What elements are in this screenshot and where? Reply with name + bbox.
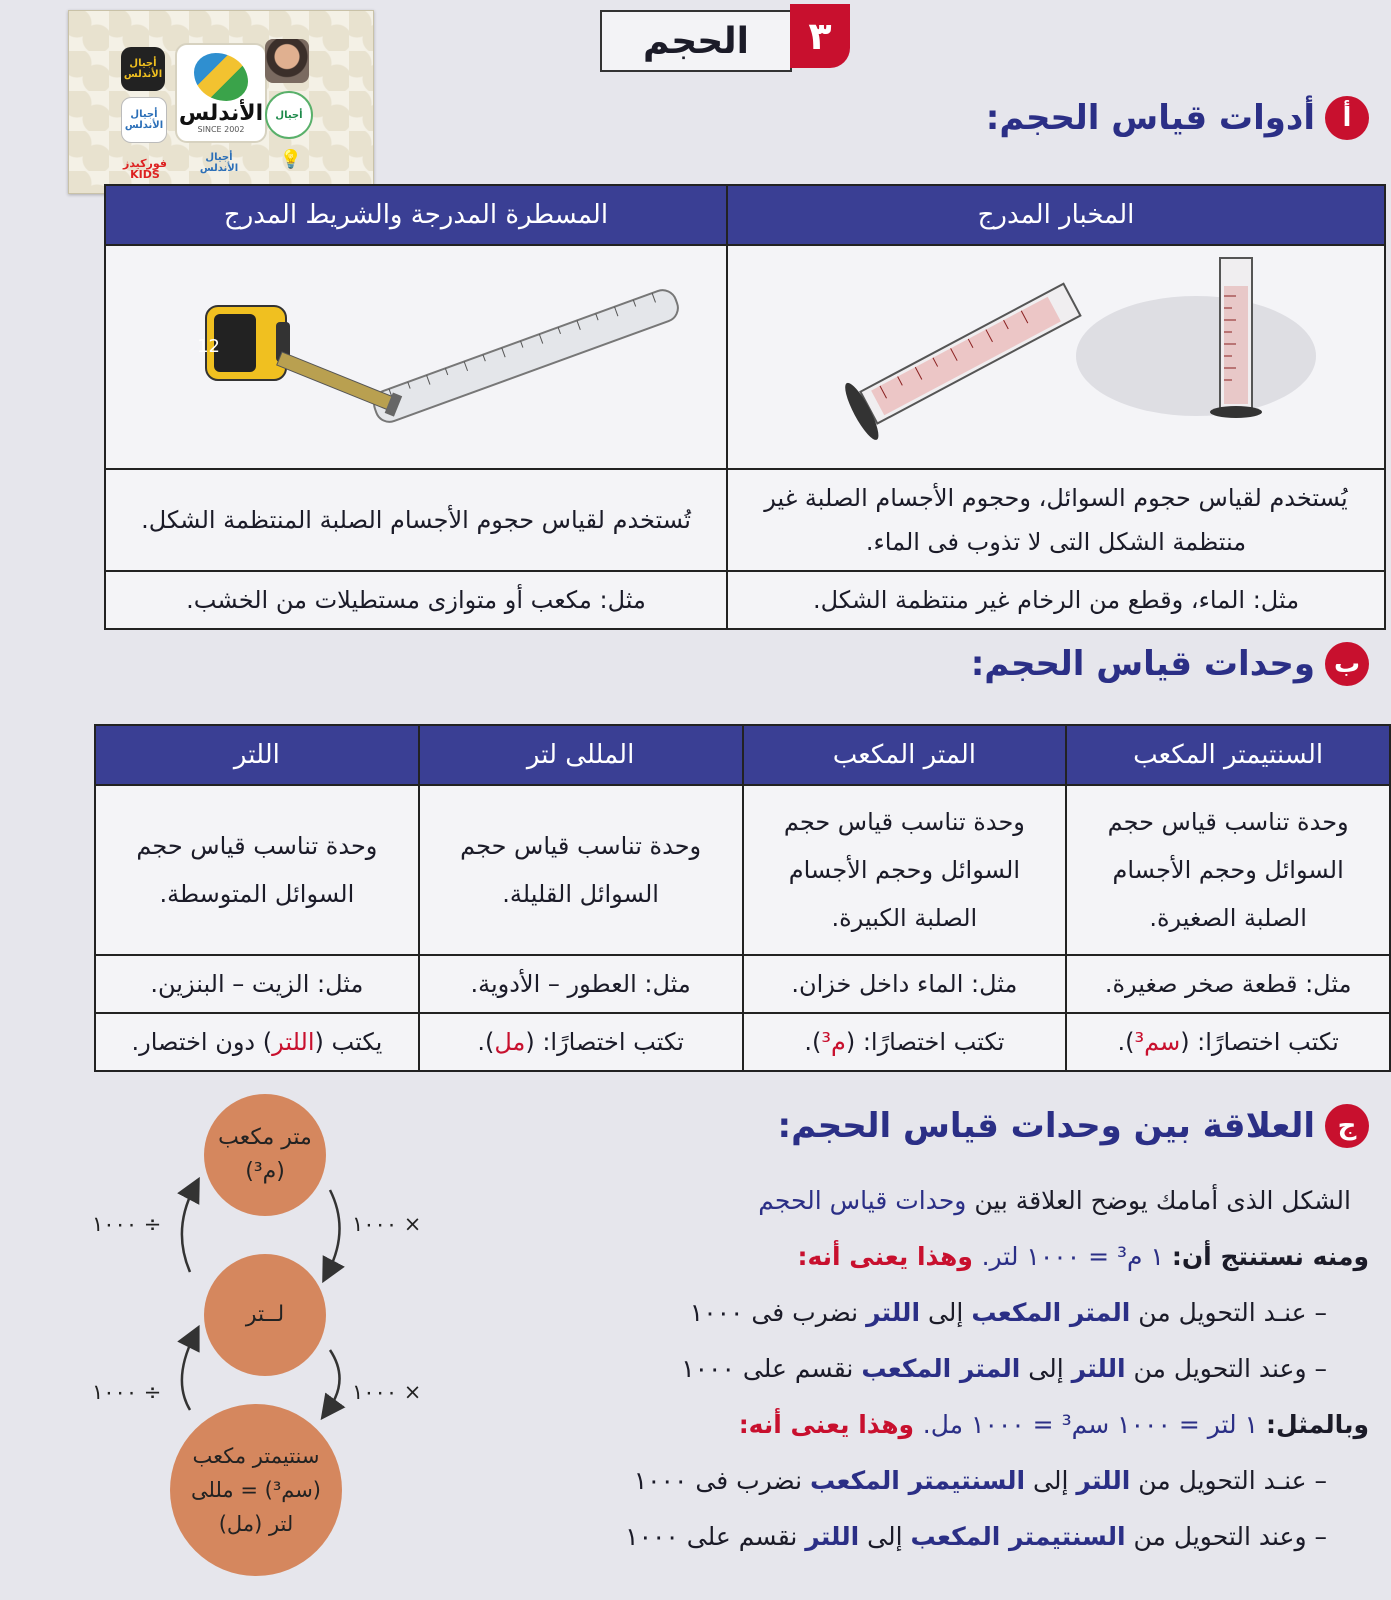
- relation-intro: [758, 1186, 1351, 1215]
- section-a-badge: أ: [1325, 96, 1369, 140]
- logo-center-bot: أجيال الأندلس: [199, 152, 239, 174]
- rule-2-c: إلى: [1020, 1354, 1072, 1383]
- section-b-heading: [971, 642, 1369, 686]
- abbr-after: ).: [477, 1028, 495, 1056]
- cylinder-example: مثل: الماء، وقطع من الرخام غير منتظمة الشكل.: [727, 571, 1385, 629]
- arrow-up-divide-1: [182, 1188, 194, 1272]
- ml-description: وحدة تناسب قياس حجم السوائل القليلة.: [419, 785, 743, 955]
- conclusion-1-meaning: وهذا يعنى أنه:: [797, 1242, 982, 1271]
- cylinder-image-cell: [727, 245, 1385, 469]
- ruler-image-cell: [105, 245, 727, 469]
- conclusion-1-equation: ١ م³ = ١٠٠٠ لتر.: [981, 1242, 1172, 1271]
- conversion-arrows: [150, 1160, 370, 1420]
- section-c-title: العلاقة بين وحدات قياس الحجم:: [777, 1106, 1315, 1146]
- tape-number: 12: [197, 336, 220, 357]
- tools-header-cylinder: المخبار المدرج: [727, 185, 1385, 245]
- rule-3-op: نضرب فى ١٠٠٠: [633, 1466, 811, 1495]
- ruler-tape-illustration: [106, 246, 726, 454]
- ml-example: مثل: العطور – الأدوية.: [419, 955, 743, 1013]
- tools-header-ruler: المسطرة المدرجة والشريط المدرج: [105, 185, 727, 245]
- chapter-number: ٣: [790, 4, 850, 68]
- ruler-example: مثل: مكعب أو متوازى مستطيلات من الخشب.: [105, 571, 727, 629]
- graduated-cylinder-illustration: [736, 246, 1376, 454]
- relation-rule-1: [690, 1298, 1327, 1327]
- cm3-abbreviation: [1066, 1013, 1390, 1071]
- conclusion-1-lead: ومنه نستنتج أن:: [1171, 1242, 1369, 1271]
- relation-rule-3: [634, 1466, 1327, 1495]
- logo-kids: فوركيدز KIDS: [122, 157, 167, 181]
- circle-cubic-centimeter: [170, 1404, 342, 1576]
- publisher-logo-block: [68, 10, 374, 194]
- liter-description: وحدة تناسب قياس حجم السوائل المتوسطة.: [95, 785, 419, 955]
- divide-label-1: ÷ ١٠٠٠: [92, 1212, 162, 1236]
- abbr-value: سم³: [1134, 1028, 1181, 1056]
- abbr-value: مل: [494, 1028, 526, 1056]
- section-a-title: أدوات قياس الحجم:: [985, 98, 1315, 138]
- multiply-label-1: × ١٠٠٠: [352, 1212, 422, 1236]
- ml-abbreviation: [419, 1013, 743, 1071]
- section-c-badge: ج: [1325, 1104, 1369, 1148]
- m3-abbreviation: [743, 1013, 1067, 1071]
- ruler-use: تُستخدم لقياس حجوم الأجسام الصلبة المنتظمة الشكل.: [105, 469, 727, 571]
- relation-conclusion-1: [797, 1242, 1369, 1271]
- intro-plain: الشكل الذى أمامك يوضح العلاقة بين: [966, 1186, 1351, 1215]
- cm3-description: وحدة تناسب قياس حجم السوائل وحجم الأجسام الصلبة الصغيرة.: [1066, 785, 1390, 955]
- circle-cm3-name: سنتيمتر مكعب: [192, 1444, 320, 1468]
- rule-4-to: اللتر: [805, 1522, 860, 1551]
- m3-description: وحدة تناسب قياس حجم السوائل وحجم الأجسام الصلبة الكبيرة.: [743, 785, 1067, 955]
- circle-liter-name: لــتر: [245, 1302, 285, 1327]
- section-b-title: وحدات قياس الحجم:: [970, 644, 1315, 684]
- rule-4-op: نقسم على ١٠٠٠: [625, 1522, 806, 1551]
- arrow-up-divide-2: [182, 1336, 194, 1410]
- logo-left-top: أجيال الأندلس: [121, 47, 165, 91]
- rule-2-op: نقسم على ١٠٠٠: [681, 1354, 862, 1383]
- rule-1-op: نضرب فى ١٠٠٠: [689, 1298, 867, 1327]
- cylinder-use: يُستخدم لقياس حجوم السوائل، وحجوم الأجسام الصلبة غير منتظمة الشكل التى لا تذوب فى الماء.: [727, 469, 1385, 571]
- circle-cm3-ml: لتر (مل): [218, 1512, 294, 1536]
- logo-main-sub: SINCE 2002: [197, 124, 245, 134]
- divide-label-2: ÷ ١٠٠٠: [92, 1380, 162, 1404]
- abbr-before: تكتب اختصارًا: (: [845, 1028, 1005, 1056]
- circle-cubic-meter-abbr: (م³): [245, 1159, 285, 1184]
- author-photo: [265, 39, 309, 83]
- abbr-before: يكتب (: [314, 1028, 383, 1056]
- rule-2-a: – وعند التحويل من: [1125, 1354, 1327, 1383]
- intro-blue: وحدات قياس الحجم: [758, 1186, 967, 1215]
- units-header-ml: المللى لتر: [419, 725, 743, 785]
- abbr-after: ).: [1117, 1028, 1135, 1056]
- conclusion-2-lead: وبالمثل:: [1266, 1410, 1369, 1439]
- abbr-value: م³: [821, 1028, 846, 1056]
- rule-4-from: السنتيمتر المكعب: [910, 1522, 1126, 1551]
- rule-1-to: اللتر: [866, 1298, 921, 1327]
- rule-4-c: إلى: [859, 1522, 911, 1551]
- rule-1-a: – عنـد التحويل من: [1130, 1298, 1327, 1327]
- m3-example: مثل: الماء داخل خزان.: [743, 955, 1067, 1013]
- rule-3-to: السنتيمتر المكعب: [810, 1466, 1026, 1495]
- rule-2-from: اللتر: [1071, 1354, 1126, 1383]
- logo-main-text: الأندلس: [178, 100, 264, 126]
- rule-1-from: المتر المكعب: [971, 1298, 1131, 1327]
- rule-3-from: اللتر: [1076, 1466, 1131, 1495]
- rule-4-a: – وعند التحويل من: [1125, 1522, 1327, 1551]
- circle-cm3-abbr: (سم³) = مللى: [191, 1478, 321, 1502]
- arrow-down-multiply-1: [328, 1190, 340, 1272]
- abbr-before: تكتب اختصارًا: (: [1180, 1028, 1339, 1056]
- relation-rule-2: [681, 1354, 1327, 1383]
- relation-rule-4: [625, 1522, 1327, 1551]
- rule-3-c: إلى: [1025, 1466, 1077, 1495]
- units-header-liter: اللتر: [95, 725, 419, 785]
- units-header-m3: المتر المكعب: [743, 725, 1067, 785]
- abbr-value: اللتر: [272, 1028, 315, 1056]
- tools-table: [104, 184, 1386, 630]
- multiply-label-2: × ١٠٠٠: [352, 1380, 422, 1404]
- units-header-cm3: السنتيمتر المكعب: [1066, 725, 1390, 785]
- andalus-logo: [175, 43, 267, 143]
- arrow-down-multiply-2: [328, 1350, 340, 1410]
- conclusion-2-meaning: وهذا يعنى أنه:: [738, 1410, 923, 1439]
- relation-conclusion-2: [739, 1410, 1369, 1439]
- rule-3-a: – عنـد التحويل من: [1130, 1466, 1327, 1495]
- bulb-icon: 💡: [279, 148, 303, 170]
- cm3-example: مثل: قطعة صخر صغيرة.: [1066, 955, 1390, 1013]
- logo-left-mid: أجيال الأندلس: [121, 97, 167, 143]
- section-c-heading: [777, 1104, 1369, 1148]
- rule-1-c: إلى: [920, 1298, 972, 1327]
- conclusion-2-equation: ١ لتر = ١٠٠٠ سم³ = ١٠٠٠ مل.: [922, 1410, 1267, 1439]
- abbr-after: ) دون اختصار.: [131, 1028, 273, 1056]
- section-b-badge: ب: [1325, 642, 1369, 686]
- section-a-heading: [986, 96, 1369, 140]
- leaf-icon: [194, 53, 248, 101]
- units-table: [94, 724, 1391, 1072]
- liter-abbreviation: [95, 1013, 419, 1071]
- logo-right-mid: أجيال: [265, 91, 313, 139]
- abbr-after: ).: [804, 1028, 822, 1056]
- chapter-title: الحجم: [600, 10, 792, 72]
- circle-cubic-meter-name: متر مكعب: [218, 1125, 312, 1150]
- abbr-before: تكتب اختصارًا: (: [525, 1028, 684, 1056]
- liter-example: مثل: الزيت – البنزين.: [95, 955, 419, 1013]
- rule-2-to: المتر المكعب: [861, 1354, 1021, 1383]
